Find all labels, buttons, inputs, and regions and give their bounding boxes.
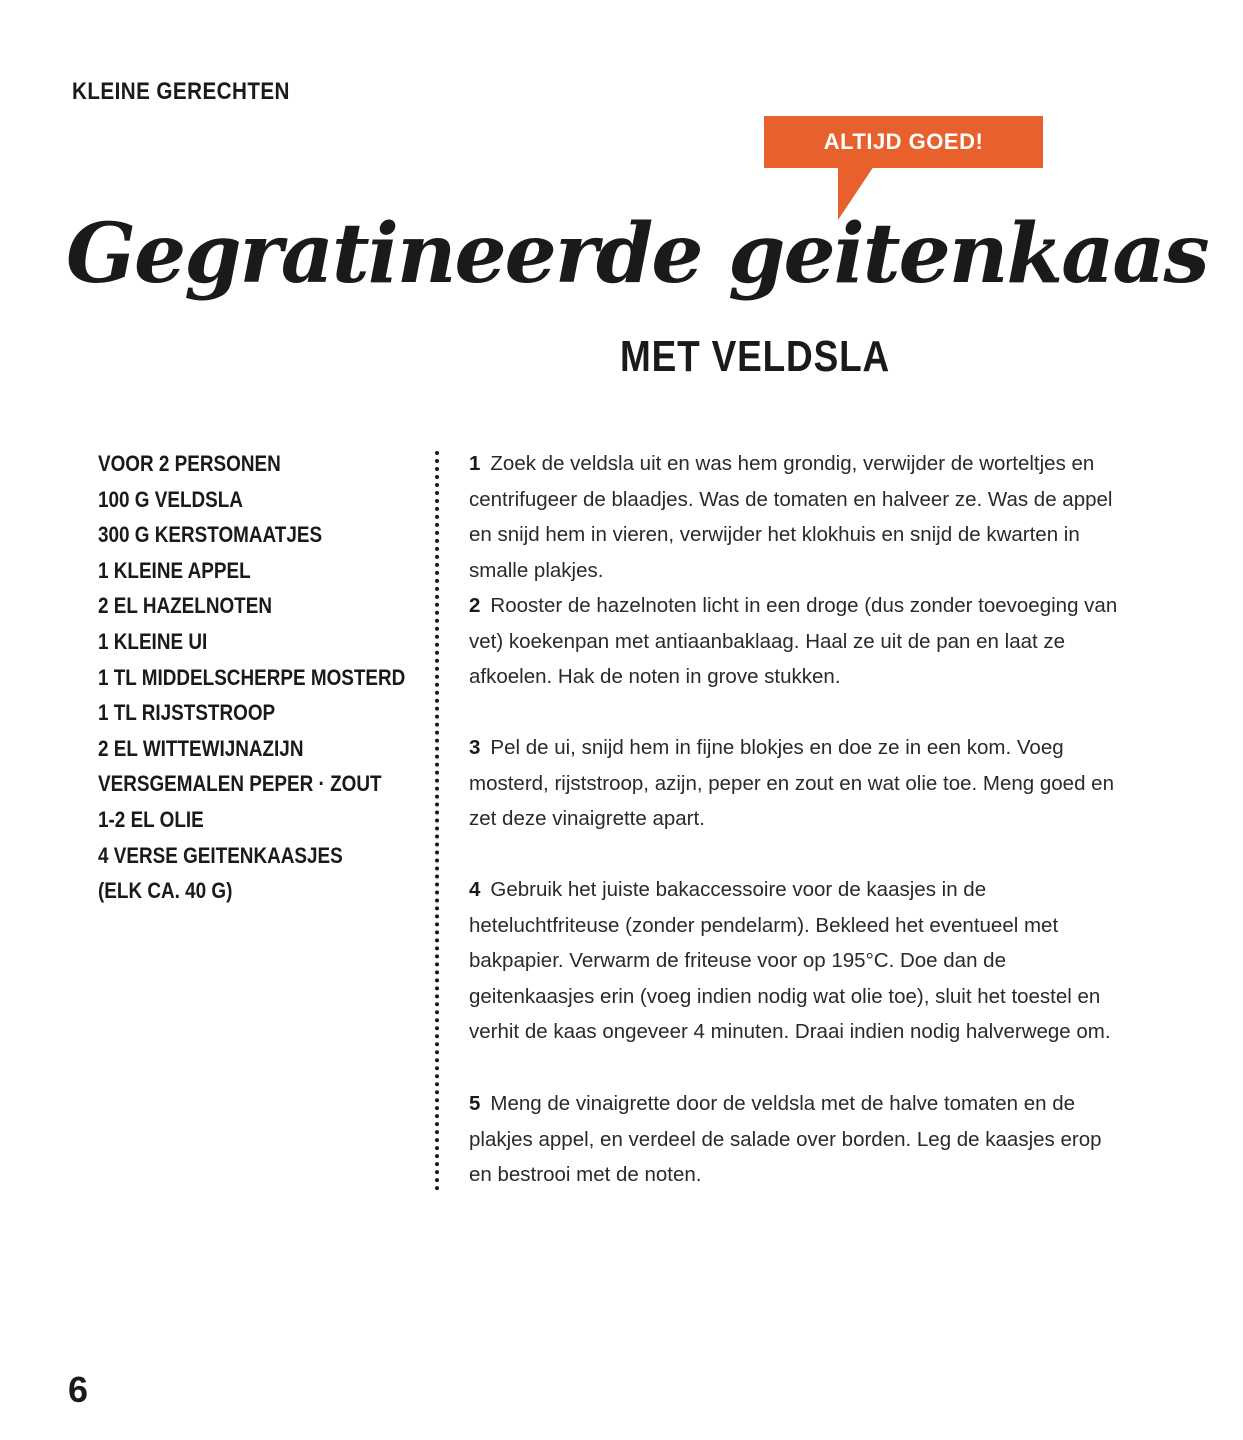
ingredients-list	[98, 446, 464, 909]
step-text: Rooster de hazelnoten licht in een droge (dus zonder toevoeging van vet) koekenpan met antiaanbaklaag. Haal ze uit de pan en laat ze afkoelen. Hak de noten in grove stukken.	[469, 594, 1118, 689]
step-text: Gebruik het juiste bakaccessoire voor de kaasjes in de heteluchtfriteuse (zonder pendelarm). Bekleed het eventueel met bakpapier. Verwarm de friteuse voor op 195°C. Doe dan de geitenkaasjes erin (voeg indien nodig wat olie toe), sluit het toestel en verhit de kaas ongeveer 4 minuten. Draai indien nodig halverwege om.	[469, 878, 1111, 1044]
step-number: 3	[469, 736, 481, 759]
instruction-step	[469, 446, 1119, 588]
ingredient-item: (ELK CA. 40 G)	[98, 878, 233, 904]
ingredient-item: 300 G KERSTOMAATJES	[98, 522, 323, 548]
recipe-title: Gegratineerde geitenkaas	[66, 206, 1208, 302]
ingredient-item: 100 G VELDSLA	[98, 486, 243, 512]
step-text: Zoek de veldsla uit en was hem grondig, verwijder de worteltjes en centrifugeer de blaadjes. Was de tomaten en halveer ze. Was de appel en snijd hem in vieren, verwijder het klokhuis en snijd de kwarten in smalle plakjes.	[469, 452, 1113, 582]
ingredient-item: 1 KLEINE APPEL	[98, 557, 251, 583]
instruction-step	[469, 730, 1119, 837]
step-number: 2	[469, 594, 481, 617]
ingredient-item: 4 VERSE GEITENKAASJES	[98, 842, 343, 868]
instruction-step	[469, 1086, 1119, 1193]
recipe-subtitle: MET VELDSLA	[620, 332, 891, 381]
badge	[764, 116, 1043, 168]
step-text: Pel de ui, snijd hem in fijne blokjes en doe ze in een kom. Voeg mosterd, rijststroop, azijn, peper en zout en wat olie toe. Meng goed en zet deze vinaigrette apart.	[469, 736, 1114, 831]
step-number: 4	[469, 878, 481, 901]
step-text: Meng de vinaigrette door de veldsla met de halve tomaten en de plakjes appel, en verdeel de salade over borden. Leg de kaasjes erop en bestrooi met de noten.	[469, 1092, 1102, 1187]
ingredient-item: VERSGEMALEN PEPER · ZOUT	[98, 771, 382, 797]
instruction-step	[469, 872, 1119, 1050]
ingredient-item: 1 KLEINE UI	[98, 628, 208, 654]
ingredient-item: 1 TL MIDDELSCHERPE MOSTERD	[98, 664, 406, 690]
step-number: 5	[469, 1092, 481, 1115]
badge-text: ALTIJD GOED!	[823, 129, 984, 154]
ingredient-item: 2 EL WITTEWIJNAZIJN	[98, 735, 304, 761]
ingredient-item: 1 TL RIJSTSTROOP	[98, 700, 276, 726]
dotted-divider	[435, 451, 439, 1191]
instruction-step	[469, 588, 1119, 695]
section-label: KLEINE GERECHTEN	[72, 78, 290, 105]
ingredient-item: VOOR 2 PERSONEN	[98, 451, 281, 476]
page-number: 6	[68, 1369, 89, 1410]
step-number: 1	[469, 452, 481, 475]
ingredient-item: 1-2 EL OLIE	[98, 806, 204, 832]
ingredient-item: 2 EL HAZELNOTEN	[98, 593, 272, 619]
